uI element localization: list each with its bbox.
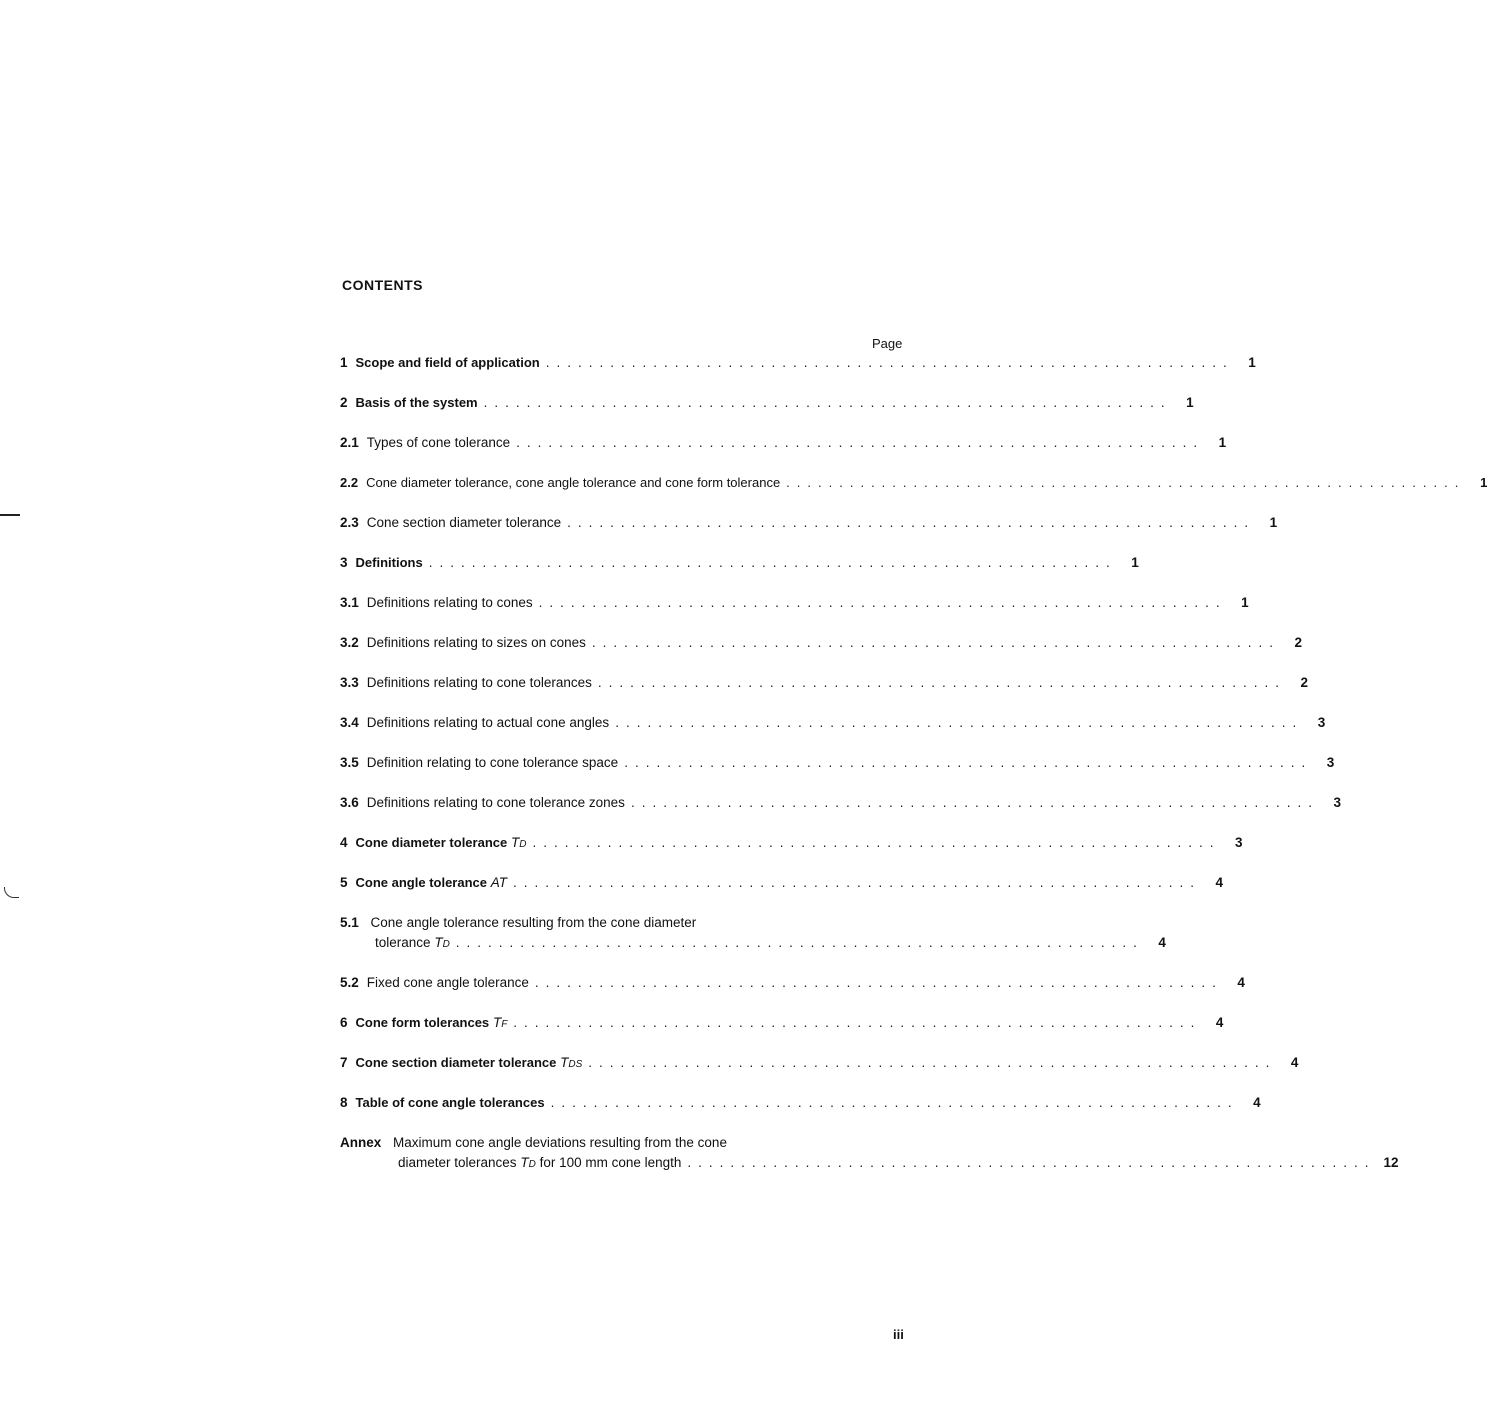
scan-artifact-mark [4,887,19,898]
symbol-subscript: DS [568,1059,583,1070]
entry-title: Cone diameter tolerance, cone angle tolerance and cone form tolerance [366,475,781,490]
toc-entry[interactable] [340,355,1256,377]
tolerance-symbol: T [560,1055,569,1070]
leader-dots: ................................................................ [513,875,1202,890]
symbol-subscript: D [528,1159,536,1170]
entry-page: 1 [1241,595,1249,610]
entry-number: 2.1 [340,435,359,450]
entry-title: Scope and field of application [355,355,540,370]
entry-page: 1 [1480,475,1487,490]
leader-dots: ................................................................ [513,1015,1202,1030]
entry-page: 2 [1294,635,1302,650]
toc-entry[interactable] [340,435,1227,457]
entry-title: Types of cone tolerance [366,435,511,450]
leader-dots: ................................................................ [786,475,1466,490]
toc-entry[interactable] [340,555,1139,577]
entry-number: 3.2 [340,635,359,650]
entry-page: 4 [1215,875,1224,890]
entry-number: 3.4 [340,715,359,730]
leader-dots: ................................................................ [534,975,1223,990]
entry-page: 2 [1300,675,1308,690]
entry-title-continued: diameter tolerances [398,1155,517,1170]
entry-title-continued: for 100 mm cone length [539,1155,682,1170]
entry-title: Cone section diameter tolerance [366,515,562,530]
entry-number: 2.3 [340,515,359,530]
entry-number: 5.2 [340,975,359,990]
entry-page: 1 [1218,435,1227,450]
leader-dots: ................................................................ [567,515,1256,530]
entry-title: Cone angle tolerance [355,875,487,890]
symbol-subscript: F [501,1019,508,1030]
entry-title: Definitions relating to actual cone angles [366,715,610,730]
toc-entry[interactable] [340,1055,1299,1077]
entry-title: Cone form tolerances [355,1015,490,1030]
entry-number: 1 [340,355,348,370]
toc-entry[interactable] [340,1095,1261,1117]
entry-page: 12 [1383,1155,1399,1170]
leader-dots: ................................................................ [538,595,1227,610]
entry-number: 5.1 [340,915,359,930]
leader-dots: ................................................................ [532,835,1221,850]
leader-dots: ................................................................ [545,355,1234,370]
leader-dots: ................................................................ [483,395,1172,410]
leader-dots: ................................................................ [591,635,1280,650]
entry-title: Definitions relating to cone tolerance zones [366,795,625,810]
symbol-subscript: D [442,939,450,950]
toc-entry[interactable] [340,1015,1224,1037]
tolerance-symbol: T [492,1015,502,1030]
entry-number: 2 [340,395,348,410]
entry-page: 3 [1333,795,1341,810]
entry-page: 1 [1269,515,1278,530]
entry-number: Annex [340,1135,382,1150]
entry-page: 1 [1131,555,1139,570]
entry-title: Definitions relating to sizes on cones [366,635,586,650]
toc-entry[interactable] [340,395,1194,417]
leader-dots: ................................................................ [687,1155,1376,1170]
leader-dots: ................................................................ [630,795,1319,810]
leader-dots: ................................................................ [455,935,1144,950]
entry-page: 4 [1290,1055,1299,1070]
symbol-subscript: D [519,839,527,850]
toc-entry[interactable] [340,635,1302,657]
page-column-label: Page [872,336,903,351]
leader-dots: ................................................................ [428,555,1117,570]
entry-number: 8 [340,1095,348,1110]
entry-page: 4 [1237,975,1245,990]
entry-page: 4 [1158,935,1166,950]
entry-number: 2.2 [340,475,359,490]
entry-number: 6 [340,1015,348,1030]
entry-title: Cone section diameter tolerance [355,1055,557,1070]
entry-number: 3.1 [340,595,359,610]
toc-entry[interactable] [340,515,1278,537]
tolerance-symbol: T [511,835,520,850]
toc-entry[interactable] [340,975,1245,997]
entry-number: 3.3 [340,675,359,690]
entry-number: 4 [340,835,348,850]
entry-title: Table of cone angle tolerances [355,1095,545,1110]
entry-page: 1 [1186,395,1194,410]
toc-entry[interactable] [340,795,1341,817]
entry-page: 4 [1215,1015,1224,1030]
entry-page: 3 [1326,755,1335,770]
entry-title: Fixed cone angle tolerance [366,975,529,990]
entry-page: 3 [1317,715,1326,730]
page-title: CONTENTS [342,277,423,293]
tolerance-symbol: T [434,935,443,950]
leader-dots: ................................................................ [588,1055,1277,1070]
scan-artifact-mark [0,514,20,516]
toc-entry[interactable] [340,875,1224,897]
entry-page: 1 [1248,355,1256,370]
tolerance-symbol: AT [490,875,508,890]
toc-entry[interactable] [340,1135,1399,1175]
entry-page: 4 [1253,1095,1261,1110]
tolerance-symbol: T [520,1155,529,1170]
page-number: iii [893,1327,904,1342]
toc-entry[interactable] [340,475,1487,497]
entry-title: Definitions relating to cones [366,595,533,610]
entry-number: 3.5 [340,755,359,770]
toc-entry[interactable] [340,915,1166,955]
entry-title: Definitions [355,555,423,570]
toc-entry[interactable] [340,755,1335,777]
entry-title-continued: tolerance [375,935,431,950]
leader-dots: ................................................................ [550,1095,1239,1110]
entry-title: Basis of the system [355,395,478,410]
toc-entry[interactable] [340,595,1249,617]
leader-dots: ................................................................ [597,675,1286,690]
leader-dots: ................................................................ [615,715,1304,730]
entry-number: 3 [340,555,348,570]
entry-number: 7 [340,1055,348,1070]
leader-dots: ................................................................ [516,435,1205,450]
entry-number: 3.6 [340,795,359,810]
toc-entry[interactable] [340,715,1326,737]
entry-title: Cone diameter tolerance [355,835,508,850]
entry-title: Maximum cone angle deviations resulting from the cone [393,1135,727,1150]
leader-dots: ................................................................ [624,755,1313,770]
toc-entry[interactable] [340,835,1243,857]
entry-title: Definition relating to cone tolerance space [366,755,619,770]
entry-title: Cone angle tolerance resulting from the cone diameter [370,915,697,930]
toc-entry[interactable] [340,675,1308,697]
entry-number: 5 [340,875,348,890]
entry-page: 3 [1235,835,1243,850]
entry-title: Definitions relating to cone tolerances [366,675,592,690]
